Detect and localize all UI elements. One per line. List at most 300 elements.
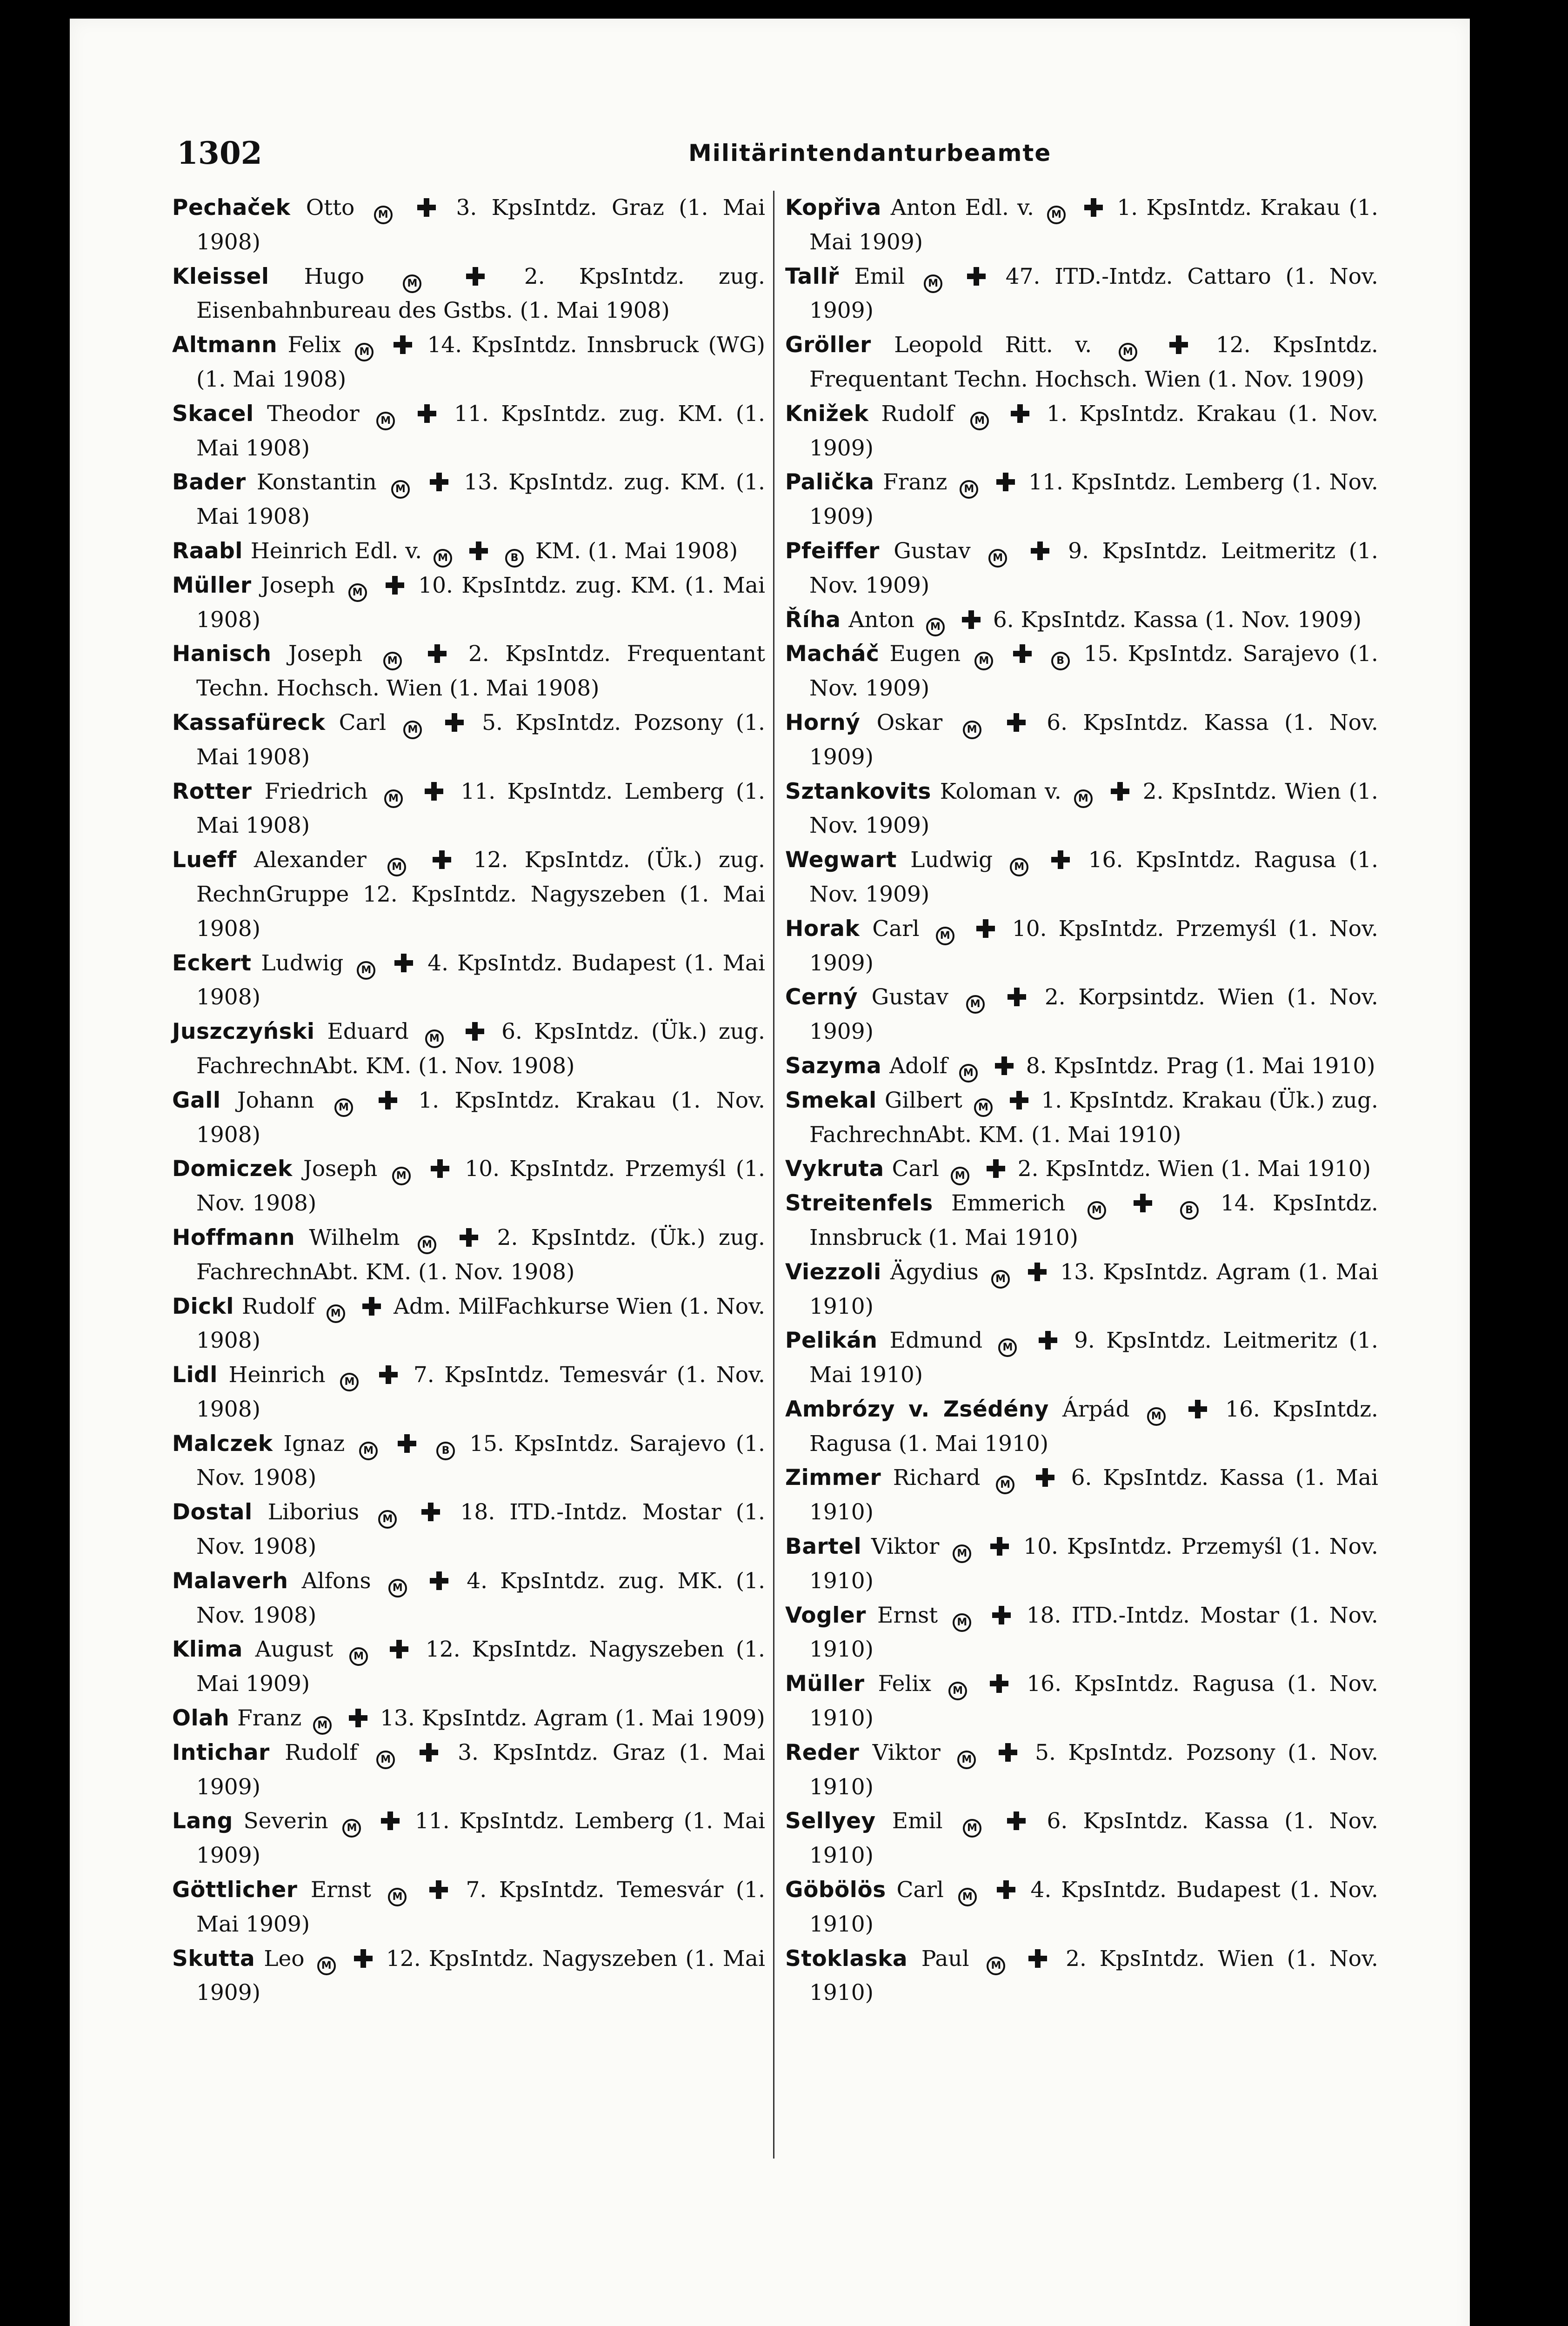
- entry-text: Viktor: [871, 1534, 948, 1560]
- entry-text: 1. KpsIntdz. Krakau (1. Nov. 1909): [809, 401, 1379, 461]
- cross-icon: [1169, 335, 1188, 354]
- m-badge-icon: M: [1047, 206, 1066, 224]
- entry-surname: Ambrózy v. Zsédény: [785, 1396, 1063, 1422]
- m-badge-icon: M: [1010, 858, 1028, 876]
- directory-entry: [785, 1667, 1378, 1736]
- m-badge-icon: M: [970, 412, 989, 430]
- directory-entry: [172, 328, 765, 397]
- entry-surname: Klima: [172, 1637, 255, 1663]
- cross-icon: [398, 1434, 416, 1453]
- directory-entry: [172, 1083, 765, 1152]
- entry-text: [1037, 641, 1047, 667]
- entry-text: [494, 538, 500, 564]
- entry-text: Oskar: [876, 709, 958, 735]
- directory-entry: [172, 637, 765, 706]
- entry-surname: Hanisch: [172, 641, 288, 667]
- cross-icon: [430, 1571, 448, 1590]
- m-badge-icon: M: [425, 1029, 444, 1048]
- entry-text: Heinrich: [228, 1362, 336, 1388]
- entry-text: Leopold Ritt. v.: [894, 332, 1114, 358]
- cross-icon: [362, 1297, 381, 1316]
- m-badge-icon: M: [342, 1819, 361, 1838]
- entry-text: [983, 469, 991, 495]
- entry-surname: Knižek: [785, 401, 881, 427]
- cross-icon: [349, 1709, 367, 1727]
- entry-text: KM. (1. Mai 1908): [528, 538, 738, 564]
- right-column: [785, 191, 1378, 2010]
- entry-text: 6. KpsIntdz. Kassa (1. Nov. 1909): [986, 607, 1362, 633]
- entry-text: Carl: [339, 709, 399, 735]
- m-badge-icon: M: [1147, 1407, 1166, 1426]
- entry-text: 11. KpsIntdz. zug. KM. (1. Mai 1908): [196, 401, 765, 461]
- directory-entry: [172, 843, 765, 946]
- entry-text: [1021, 1328, 1033, 1353]
- m-badge-icon: M: [313, 1716, 332, 1735]
- entry-text: Rudolf: [242, 1293, 322, 1319]
- entry-surname: Říha: [785, 607, 849, 633]
- cross-icon: [1036, 1468, 1054, 1487]
- entry-text: Hugo: [304, 263, 399, 289]
- cross-icon: [394, 954, 413, 972]
- entry-surname: Pfeiffer: [785, 538, 894, 564]
- entry-text: 10. KpsIntdz. zug. KM. (1. Mai 1908): [196, 572, 765, 633]
- m-badge-icon: M: [974, 1098, 993, 1117]
- entry-text: [994, 401, 1005, 427]
- entry-text: Koloman v.: [940, 778, 1069, 804]
- entry-text: 2. KpsIntdz. Wien (1. Nov. 1909): [809, 778, 1378, 839]
- m-badge-icon: M: [359, 1442, 378, 1460]
- entry-surname: Kassafüreck: [172, 709, 339, 735]
- entry-text: [400, 1740, 414, 1765]
- entry-text: Paul: [921, 1945, 982, 1972]
- entry-surname: Malaverh: [172, 1568, 302, 1594]
- directory-entry: [785, 1049, 1378, 1083]
- directory-entry: [785, 1392, 1378, 1461]
- cross-icon: [354, 1949, 373, 1968]
- entry-surname: Streitenfels: [785, 1190, 952, 1216]
- directory-entry: [172, 1942, 765, 2011]
- entry-surname: Smekal: [785, 1087, 885, 1113]
- cross-icon: [418, 404, 436, 423]
- directory-entry: [785, 1873, 1378, 1942]
- m-badge-icon: M: [349, 1647, 368, 1666]
- m-badge-icon: M: [348, 583, 367, 602]
- entry-surname: Hoffmann: [172, 1224, 309, 1250]
- entry-surname: Olah: [172, 1705, 238, 1731]
- directory-entry: [172, 1221, 765, 1290]
- entry-text: Emil: [892, 1808, 958, 1834]
- entry-text: 9. KpsIntdz. Leitmeritz (1. Mai 1910): [809, 1328, 1378, 1388]
- entry-text: [415, 1156, 425, 1182]
- entry-text: Severin: [243, 1808, 338, 1834]
- entry-text: 10. KpsIntdz. Przemyśl (1. Nov. 1908): [196, 1156, 765, 1216]
- directory-entry: [172, 1564, 765, 1633]
- cross-icon: [999, 1743, 1017, 1762]
- m-badge-icon: M: [988, 549, 1007, 568]
- entry-text: Viktor: [872, 1739, 953, 1765]
- cross-icon: [433, 850, 451, 869]
- entry-text: 11. KpsIntdz. Lemberg (1. Mai 1909): [196, 1808, 765, 1869]
- entry-text: 4. KpsIntdz. zug. MK. (1. Nov. 1908): [196, 1568, 766, 1628]
- entry-text: 1. KpsIntdz. Krakau (1. Mai 1909): [809, 195, 1378, 255]
- entry-surname: Lidl: [172, 1362, 229, 1388]
- entry-text: [998, 641, 1007, 667]
- entry-text: 5. KpsIntdz. Pozsony (1. Nov. 1910): [809, 1739, 1379, 1800]
- directory-entry: [785, 328, 1378, 397]
- cross-icon: [1013, 644, 1032, 663]
- entry-text: [1070, 195, 1079, 221]
- cross-icon: [381, 1811, 400, 1830]
- entry-text: [448, 1019, 460, 1044]
- directory-entry: [172, 1873, 765, 1942]
- entry-text: Friedrich: [264, 778, 380, 804]
- cross-icon: [431, 1159, 449, 1178]
- entry-text: [401, 1499, 416, 1525]
- cross-icon: [987, 1159, 1005, 1178]
- cross-icon: [466, 267, 485, 286]
- cross-icon: [990, 1674, 1008, 1693]
- directory-entry: [172, 1427, 765, 1496]
- entry-text: 2. KpsIntdz. Frequentant Techn. Hochsch. Wien (1. Mai 1908): [196, 641, 765, 702]
- directory-entry: [785, 397, 1378, 466]
- entry-text: 3. KpsIntdz. Graz (1. Mai 1909): [196, 1739, 765, 1800]
- m-badge-icon: M: [376, 412, 395, 430]
- m-badge-icon: M: [387, 858, 406, 876]
- column-divider: [773, 191, 774, 2159]
- entry-text: [411, 847, 427, 873]
- entry-text: Emil: [854, 263, 920, 289]
- entry-text: Franz: [237, 1705, 309, 1731]
- entry-text: [1010, 1946, 1023, 1972]
- directory-entry: [785, 1323, 1378, 1392]
- directory-entry: [172, 568, 765, 637]
- directory-entry: [172, 1152, 765, 1221]
- entry-text: [997, 1088, 1004, 1113]
- entry-text: Ernst: [310, 1877, 384, 1903]
- m-badge-icon: M: [340, 1373, 359, 1391]
- entry-surname: Sazyma: [785, 1053, 890, 1079]
- m-badge-icon: M: [334, 1098, 353, 1117]
- b-badge-icon: B: [505, 549, 524, 568]
- entry-text: Anton Edl. v.: [890, 195, 1043, 221]
- directory-entry: [172, 191, 765, 260]
- directory-entry: [785, 775, 1378, 843]
- entry-surname: Horný: [785, 709, 877, 735]
- entry-text: 2. KpsIntdz. (Ük.) zug. FachrechnAbt. KM. (1. Nov. 1908): [196, 1224, 765, 1285]
- cross-icon: [1031, 541, 1049, 560]
- entry-surname: Raabl: [172, 538, 251, 564]
- cross-icon: [1008, 988, 1026, 1006]
- m-badge-icon: M: [391, 480, 410, 499]
- directory-entry: [785, 1255, 1378, 1324]
- cross-icon: [990, 1537, 1009, 1556]
- m-badge-icon: M: [948, 1682, 967, 1700]
- entry-text: Árpád: [1062, 1396, 1142, 1422]
- entry-surname: Bartel: [785, 1534, 872, 1560]
- entry-text: [411, 1877, 424, 1903]
- cross-icon: [1010, 1091, 1028, 1110]
- directory-entry: [172, 706, 765, 775]
- directory-entry: [785, 191, 1378, 260]
- cross-icon: [425, 782, 443, 801]
- entry-text: Ludwig: [261, 950, 353, 976]
- entry-text: [407, 779, 419, 804]
- entry-text: 14. KpsIntdz. Innsbruck (WG) (1. Mai 1908): [196, 332, 765, 392]
- m-badge-icon: M: [392, 1167, 411, 1185]
- cross-icon: [469, 541, 488, 560]
- directory-entry: [785, 1942, 1378, 2011]
- entry-text: [949, 607, 956, 633]
- entry-surname: Dostal: [172, 1499, 268, 1525]
- entry-text: [972, 1671, 984, 1697]
- entry-text: Eugen: [889, 641, 970, 667]
- entry-text: [1097, 779, 1105, 804]
- entry-text: [986, 710, 1001, 735]
- m-badge-icon: M: [959, 1064, 978, 1083]
- cross-icon: [466, 1022, 484, 1041]
- entry-text: 12. KpsIntdz. Frequentant Techn. Hochsch. Wien (1. Nov. 1909): [809, 332, 1378, 392]
- entry-text: [986, 1808, 1001, 1834]
- entry-text: [366, 1808, 375, 1834]
- entry-text: Ernst: [877, 1602, 948, 1628]
- entry-text: Eduard: [327, 1019, 420, 1045]
- cross-icon: [1134, 1194, 1152, 1212]
- page-number: 1302: [177, 135, 262, 171]
- directory-entry: [785, 1152, 1378, 1186]
- entry-text: Rudolf: [881, 401, 966, 427]
- entry-surname: Viezzoli: [785, 1259, 890, 1285]
- cross-icon: [428, 644, 447, 663]
- directory-entry: [785, 534, 1378, 603]
- entry-surname: Tallř: [785, 263, 854, 289]
- entry-text: Adm. MilFachkurse Wien (1. Nov. 1908): [196, 1293, 765, 1354]
- m-badge-icon: M: [936, 927, 954, 945]
- cross-icon: [995, 1056, 1014, 1075]
- directory-entry: [172, 1290, 765, 1358]
- entry-text: 2. KpsIntdz. Wien (1. Mai 1910): [1010, 1156, 1371, 1182]
- entry-text: Liborius: [267, 1499, 374, 1525]
- cross-icon: [390, 1640, 408, 1658]
- entry-text: Johann: [237, 1087, 330, 1113]
- entry-text: 7. KpsIntdz. Temesvár (1. Mai 1909): [196, 1877, 766, 1937]
- entry-text: 12. KpsIntdz. Nagyszeben (1. Mai 1909): [196, 1945, 765, 2006]
- directory-entry: [785, 843, 1378, 912]
- entry-text: Gustav: [894, 538, 984, 564]
- directory-entry: [172, 397, 765, 466]
- entry-text: 6. KpsIntdz. Kassa (1. Nov. 1909): [809, 709, 1378, 770]
- entry-text: 12. KpsIntdz. (Ük.) zug. RechnGruppe 12. KpsIntdz. Nagyszeben (1. Mai 1908): [196, 847, 765, 942]
- m-badge-icon: M: [926, 618, 945, 636]
- entry-text: Ludwig: [910, 847, 1006, 873]
- entry-text: 15. KpsIntdz. Sarajevo (1. Nov. 1908): [196, 1430, 765, 1491]
- directory-entry: [172, 465, 765, 534]
- entry-surname: Pechaček: [172, 195, 306, 221]
- cross-icon: [1051, 850, 1070, 869]
- entry-text: [1111, 1190, 1128, 1216]
- entry-text: [340, 1946, 348, 1972]
- entry-text: [959, 916, 971, 942]
- m-badge-icon: M: [953, 1613, 971, 1632]
- entry-text: August: [255, 1637, 345, 1663]
- entry-text: [1012, 538, 1025, 564]
- entry-text: Richard: [893, 1465, 992, 1491]
- entry-text: 6. KpsIntdz. Kassa (1. Nov. 1910): [809, 1808, 1378, 1869]
- m-badge-icon: M: [963, 1819, 981, 1838]
- entry-text: Edmund: [889, 1328, 994, 1354]
- entry-text: Theodor: [267, 401, 372, 427]
- m-badge-icon: M: [991, 1270, 1010, 1289]
- entry-surname: Cerný: [785, 984, 872, 1010]
- entry-text: Anton: [848, 607, 921, 633]
- entry-text: 16. KpsIntdz. Ragusa (1. Nov. 1909): [809, 847, 1379, 907]
- entry-surname: Kleissel: [172, 263, 304, 289]
- entry-surname: Malczek: [172, 1430, 284, 1457]
- cross-icon: [430, 473, 448, 491]
- m-badge-icon: M: [403, 274, 421, 293]
- cross-icon: [421, 1503, 440, 1521]
- directory-entry: [785, 603, 1378, 637]
- entry-text: 47. ITD.-Intdz. Cattaro (1. Nov. 1909): [809, 263, 1378, 324]
- entry-text: 13. KpsIntdz. Agram (1. Mai 1910): [809, 1259, 1378, 1319]
- m-badge-icon: M: [327, 1304, 345, 1323]
- entry-text: 7. KpsIntdz. Temesvár (1. Nov. 1908): [196, 1362, 765, 1422]
- directory-entry: [785, 1598, 1378, 1667]
- entry-text: 13. KpsIntdz. Agram (1. Mai 1909): [373, 1705, 765, 1731]
- running-title: Militärintendanturbeamte: [688, 140, 1052, 167]
- entry-text: [414, 469, 424, 495]
- cross-icon: [1007, 713, 1026, 732]
- entry-surname: Skacel: [172, 401, 267, 427]
- m-badge-icon: M: [374, 206, 393, 224]
- entry-text: 6. KpsIntdz. Kassa (1. Mai 1910): [809, 1465, 1378, 1525]
- entry-surname: Müller: [785, 1671, 878, 1697]
- entry-text: 10. KpsIntdz. Przemyśl (1. Nov. 1909): [809, 916, 1378, 976]
- directory-entry: [172, 1701, 765, 1736]
- cross-icon: [445, 713, 464, 732]
- b-badge-icon: B: [436, 1442, 455, 1460]
- m-badge-icon: M: [1074, 789, 1093, 808]
- directory-entry: [785, 912, 1378, 981]
- entry-surname: Domiczek: [172, 1156, 303, 1182]
- entry-surname: Lang: [172, 1808, 244, 1834]
- entry-surname: Reder: [785, 1739, 873, 1765]
- m-badge-icon: M: [388, 1579, 407, 1597]
- directory-entry: [172, 1632, 765, 1701]
- entry-text: 18. ITD.-Intdz. Mostar (1. Nov. 1908): [196, 1499, 765, 1560]
- directory-entry: [172, 1358, 765, 1427]
- cross-icon: [386, 576, 404, 595]
- m-badge-icon: M: [355, 343, 374, 361]
- entry-text: Felix: [287, 332, 351, 358]
- m-badge-icon: M: [376, 1751, 395, 1769]
- cross-icon: [1028, 1263, 1047, 1281]
- entry-surname: Skutta: [172, 1945, 264, 1972]
- directory-entry: [785, 1530, 1378, 1598]
- entry-text: [982, 1053, 989, 1079]
- b-badge-icon: B: [1180, 1201, 1199, 1220]
- cross-icon: [1011, 404, 1029, 423]
- m-badge-icon: M: [378, 1510, 397, 1529]
- entry-text: Gilbert: [884, 1087, 969, 1113]
- entry-surname: Horak: [785, 916, 873, 942]
- cross-icon: [379, 1091, 397, 1110]
- m-badge-icon: M: [974, 652, 993, 670]
- entry-text: [1158, 1190, 1175, 1216]
- m-badge-icon: M: [924, 274, 942, 293]
- entry-surname: Sellyey: [785, 1808, 892, 1834]
- entry-text: [412, 1568, 424, 1594]
- m-badge-icon: M: [958, 1888, 977, 1906]
- cross-icon: [379, 1365, 398, 1384]
- m-badge-icon: M: [963, 721, 981, 739]
- entry-text: 4. KpsIntdz. Budapest (1. Mai 1908): [196, 950, 765, 1010]
- entry-surname: Kopřiva: [785, 195, 891, 221]
- entry-text: [426, 264, 460, 289]
- entry-text: 2. Korpsintdz. Wien (1. Nov. 1909): [809, 984, 1378, 1045]
- entry-surname: Macháč: [785, 641, 890, 667]
- cross-icon: [460, 1228, 478, 1247]
- directory-entry: [172, 260, 765, 328]
- entry-text: Franz: [883, 469, 955, 495]
- page-header: [177, 135, 1433, 177]
- entry-text: Heinrich Edl. v.: [250, 538, 429, 564]
- entry-surname: Eckert: [172, 950, 261, 976]
- entry-text: 1. KpsIntdz. Krakau (Ük.) zug. FachrechnAbt. KM. (1. Mai 1910): [809, 1087, 1378, 1148]
- entry-text: 11. KpsIntdz. Lemberg (1. Nov. 1909): [809, 469, 1378, 530]
- entry-text: Joseph: [303, 1156, 387, 1182]
- entry-text: 9. KpsIntdz. Leitmeritz (1. Nov. 1909): [809, 538, 1378, 598]
- cross-icon: [1188, 1400, 1207, 1418]
- cross-icon: [996, 473, 1015, 491]
- entry-surname: Juszczyński: [172, 1019, 327, 1045]
- entry-text: Rudolf: [285, 1739, 372, 1765]
- entry-text: [363, 1362, 374, 1388]
- entry-text: 4. KpsIntdz. Budapest (1. Nov. 1910): [809, 1877, 1378, 1937]
- directory-entry: [785, 706, 1378, 775]
- entry-surname: Intichar: [172, 1739, 285, 1765]
- cross-icon: [394, 335, 412, 354]
- directory-entry: [785, 637, 1378, 706]
- m-badge-icon: M: [418, 1236, 436, 1254]
- entry-text: 15. KpsIntdz. Sarajevo (1. Nov. 1909): [809, 641, 1378, 702]
- entry-text: 11. KpsIntdz. Lemberg (1. Mai 1908): [196, 778, 765, 839]
- m-badge-icon: M: [987, 1957, 1005, 1975]
- m-badge-icon: M: [951, 1167, 969, 1185]
- entry-text: Emmerich: [951, 1190, 1083, 1216]
- entry-surname: Müller: [172, 572, 261, 598]
- entry-surname: Dickl: [172, 1293, 242, 1319]
- entry-text: [1019, 1465, 1030, 1491]
- directory-entry: [172, 775, 765, 843]
- entry-text: [358, 1088, 373, 1113]
- directory-entry: [785, 260, 1378, 328]
- entry-text: [407, 641, 423, 667]
- entry-text: [422, 1431, 432, 1457]
- entry-text: [1170, 1397, 1183, 1422]
- entry-text: [441, 1225, 454, 1250]
- m-badge-icon: M: [957, 1751, 976, 1769]
- entry-text: [336, 1705, 343, 1731]
- entry-text: 18. ITD.-Intdz. Mostar (1. Nov. 1910): [809, 1602, 1379, 1663]
- entry-text: Joseph: [288, 641, 379, 667]
- directory-entry: [785, 1804, 1378, 1873]
- entry-text: Carl: [892, 1156, 946, 1182]
- entry-surname: Lueff: [172, 847, 254, 873]
- directory-entry: [172, 946, 765, 1015]
- m-badge-icon: M: [403, 721, 422, 739]
- directory-entry: [172, 534, 765, 568]
- entry-text: Carl: [872, 916, 931, 942]
